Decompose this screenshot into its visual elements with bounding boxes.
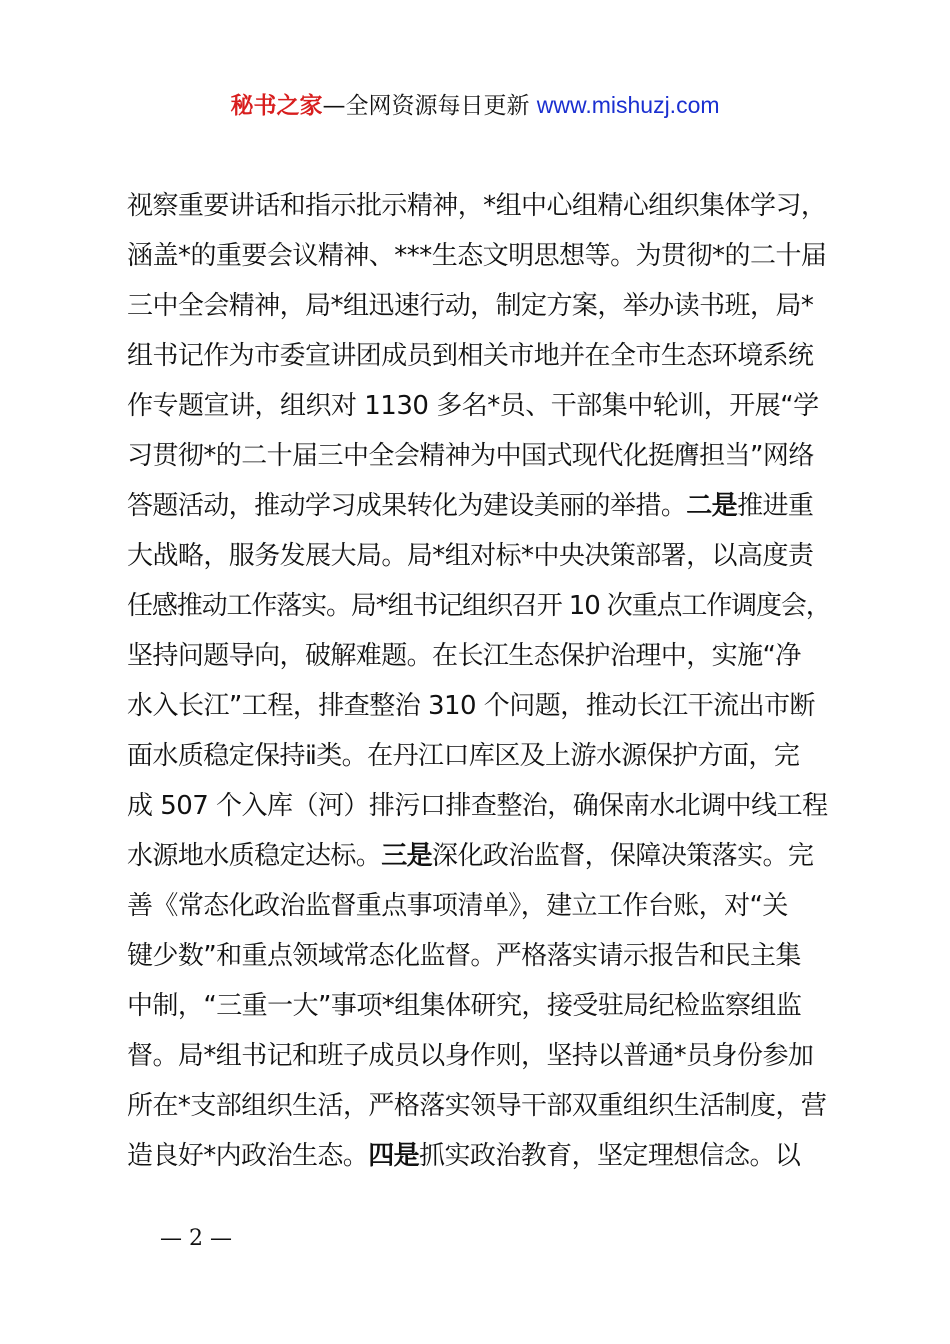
text-run: 组书记作为市委宣讲团成员到相关市地并在全市生态环境系统 bbox=[127, 341, 814, 371]
brand-name: 秘书之家 bbox=[230, 93, 323, 119]
text-run: 视察重要讲话和指示批示精神，*组中心组精心组织集体学习， bbox=[127, 191, 827, 221]
text-line bbox=[127, 381, 847, 431]
text-line bbox=[127, 481, 847, 531]
text-line bbox=[127, 581, 847, 631]
text-run: 答题活动，推动学习成果转化为建设美丽的举措。 bbox=[127, 491, 687, 521]
text-run: 水入长江”工程，排查整治 310 个问题，推动长江干流出市断 bbox=[127, 691, 816, 721]
text-line bbox=[127, 681, 847, 731]
text-run: 督。局*组书记和班子成员以身作则，坚持以普通*员身份参加 bbox=[127, 1041, 814, 1071]
text-line bbox=[127, 981, 847, 1031]
text-run: 所在*支部组织生活，严格落实领导干部双重组织生活制度，营 bbox=[127, 1091, 827, 1121]
text-line bbox=[127, 531, 847, 581]
site-url-link[interactable]: www.mishuzj.com bbox=[536, 92, 720, 118]
text-run: 造良好*内政治生态。 bbox=[127, 1141, 369, 1171]
text-run: 作专题宣讲，组织对 1130 多名*员、干部集中轮训，开展“学 bbox=[127, 391, 819, 421]
text-line bbox=[127, 881, 847, 931]
text-line bbox=[127, 281, 847, 331]
text-run: 水源地水质稳定达标。 bbox=[127, 841, 382, 871]
bold-ordinal: 二是 bbox=[686, 491, 738, 521]
text-run: 中制，“三重一大”事项*组集体研究，接受驻局纪检监察组监 bbox=[127, 991, 802, 1021]
text-line bbox=[127, 931, 847, 981]
text-run: 三中全会精神，局*组迅速行动，制定方案，举办读书班，局* bbox=[127, 291, 814, 321]
text-line bbox=[127, 1031, 847, 1081]
text-run: 推进重 bbox=[737, 491, 814, 521]
text-line bbox=[127, 331, 847, 381]
text-line bbox=[127, 781, 847, 831]
text-run: 涵盖*的重要会议精神、***生态文明思想等。为贯彻*的二十届 bbox=[127, 241, 827, 271]
text-line bbox=[127, 731, 847, 781]
text-line bbox=[127, 181, 847, 231]
text-run: 大战略，服务发展大局。局*组对标*中央决策部署，以高度责 bbox=[127, 541, 814, 571]
text-line bbox=[127, 631, 847, 681]
bold-ordinal: 四是 bbox=[368, 1141, 420, 1171]
text-run: 面水质稳定保持ⅱ类。在丹江口库区及上游水源保护方面，完 bbox=[127, 741, 800, 771]
document-body bbox=[127, 181, 847, 1181]
text-line bbox=[127, 1081, 847, 1131]
text-run: 深化政治监督，保障决策落实。完 bbox=[432, 841, 814, 871]
text-run: 善《常态化政治监督重点事项清单》，建立工作台账，对“关 bbox=[127, 891, 788, 921]
text-line bbox=[127, 431, 847, 481]
text-run: 任感推动工作落实。局*组书记组织召开 10 次重点工作调度会， bbox=[127, 591, 831, 621]
text-run: 坚持问题导向，破解难题。在长江生态保护治理中，实施“净 bbox=[127, 641, 801, 671]
bold-ordinal: 三是 bbox=[381, 841, 433, 871]
text-run: 键少数”和重点领域常态化监督。严格落实请示报告和民主集 bbox=[127, 941, 801, 971]
text-run: 习贯彻*的二十届三中全会精神为中国式现代化挺膺担当”网络 bbox=[127, 441, 814, 471]
text-line bbox=[127, 831, 847, 881]
text-run: 抓实政治教育，坚定理想信念。以 bbox=[419, 1141, 801, 1171]
site-banner bbox=[0, 88, 950, 123]
banner-slogan: —全网资源每日更新 bbox=[322, 93, 537, 119]
text-run: 成 507 个入库（河）排污口排查整治，确保南水北调中线工程 bbox=[127, 791, 828, 821]
text-line bbox=[127, 1131, 847, 1181]
text-line bbox=[127, 231, 847, 281]
page-number: — 2 — bbox=[160, 1226, 232, 1251]
